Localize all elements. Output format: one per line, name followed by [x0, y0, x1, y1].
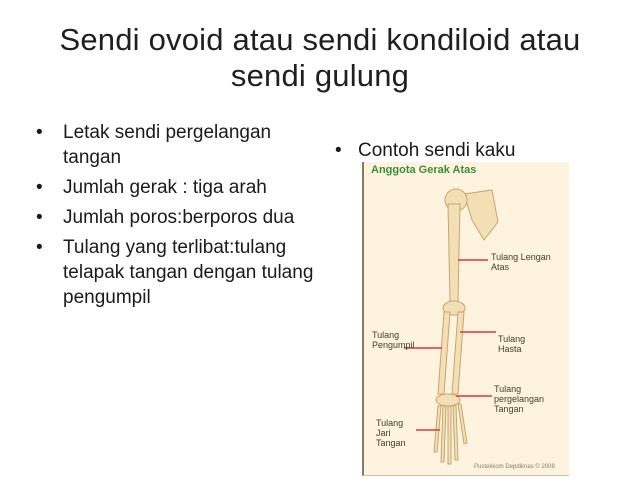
slide-title-line-1: Sendi ovoid atau sendi kondiloid atau [59, 22, 581, 57]
slide-title-line-2: sendi gulung [230, 58, 410, 93]
finger-bone [448, 406, 451, 464]
example-bullet: • Contoh sendi kaku [335, 138, 515, 163]
bullet-item: • Jumlah poros:berporos dua [34, 205, 316, 230]
label-carpals: Tulang pergelangan Tangan [494, 384, 545, 414]
arm-bone-figure [362, 162, 569, 476]
thumb-bone [458, 404, 467, 444]
label-ulna: Tulang Hasta [498, 334, 526, 354]
bullet-item: • Letak sendi pergelangan tangan [34, 120, 316, 170]
finger-bone [434, 406, 441, 452]
bullet-item: • Jumlah gerak : tiga arah [34, 175, 316, 200]
slide-title [20, 22, 620, 94]
scapula-bone [464, 190, 498, 240]
label-phalanges: Tulang Jari Tangan [376, 418, 406, 448]
label-radius: Tulang Pengumpil [372, 330, 415, 350]
figure-copyright: Pustekkom Depdiknas © 2008 [474, 464, 555, 470]
label-humerus: Tulang Lengan Atas [491, 252, 551, 272]
finger-bone [441, 406, 446, 462]
humerus-bone [448, 204, 460, 302]
ulna-bone [452, 312, 464, 394]
bullet-list [34, 120, 316, 315]
figure-title: Anggota Gerak Atas [371, 164, 477, 176]
bullet-item: • Tulang yang terlibat:tulang telapak tangan dengan tulang pengumpil [34, 235, 316, 310]
finger-bone [453, 406, 458, 460]
radius-bone [438, 312, 450, 394]
